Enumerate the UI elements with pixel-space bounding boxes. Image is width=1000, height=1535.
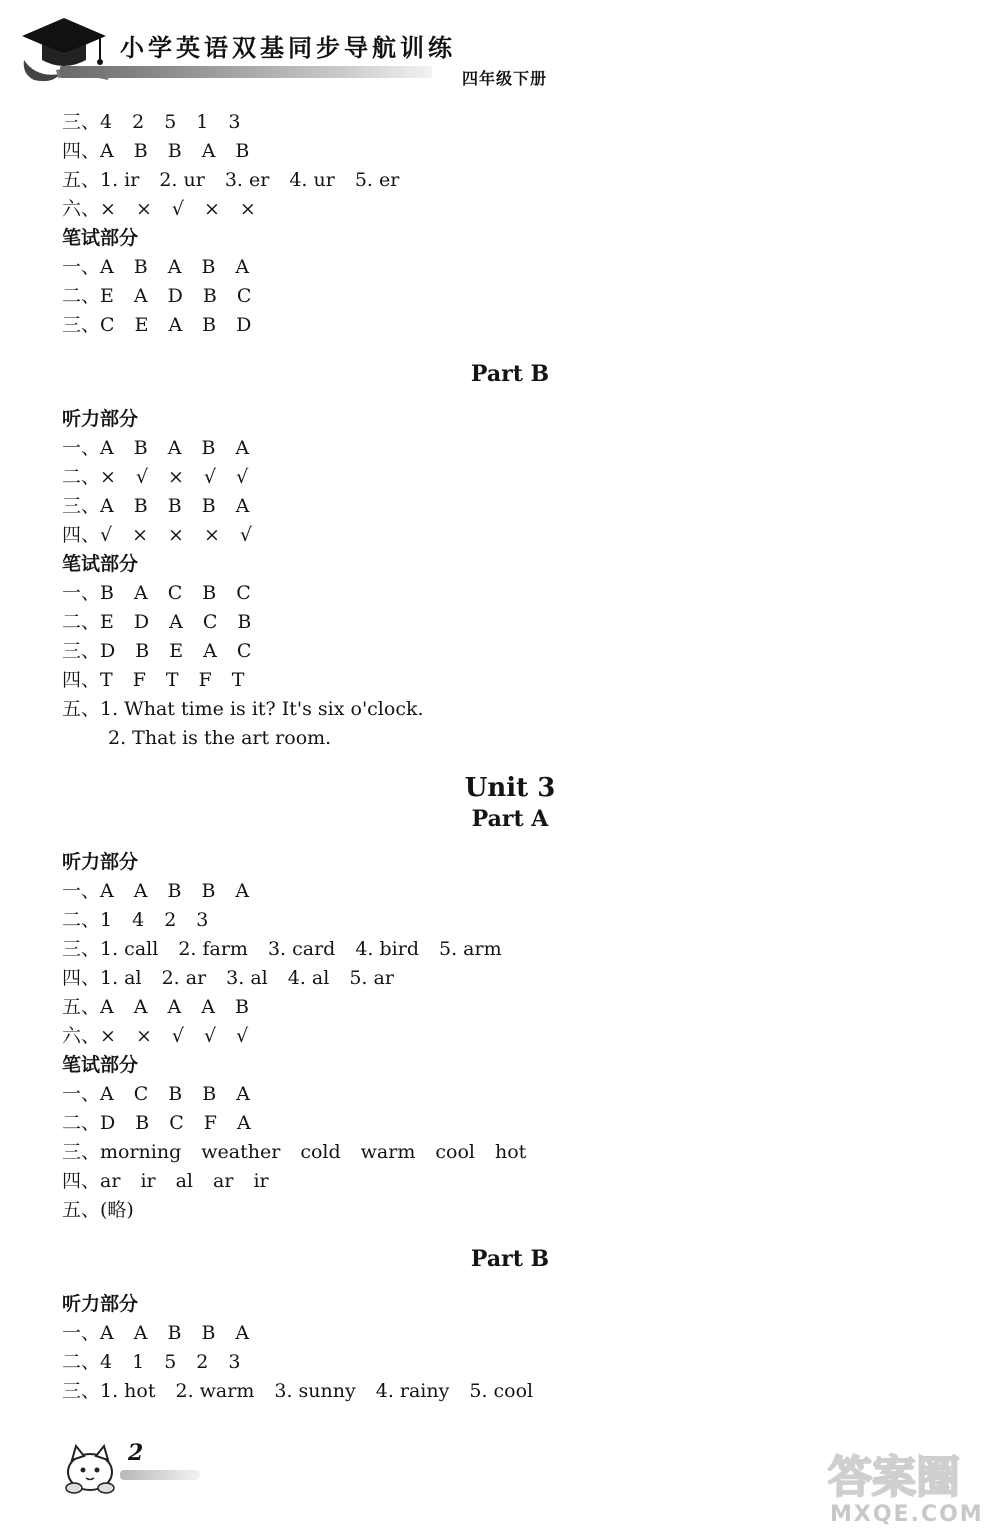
answer-item: A	[100, 437, 114, 459]
answer-item: 1	[196, 111, 209, 133]
question-number: 一、	[62, 437, 101, 459]
answer-item: E	[100, 611, 114, 633]
answer-item: 4. al	[287, 967, 330, 989]
answer-item: D	[100, 640, 116, 662]
answer-line	[62, 637, 942, 666]
answer-item: ×	[100, 198, 116, 220]
answer-item: weather	[201, 1141, 281, 1163]
part-heading: Part B	[470, 1246, 550, 1272]
answer-item: A	[235, 495, 250, 517]
question-number: 三、	[62, 640, 101, 662]
question-number: 四、	[62, 524, 101, 546]
answer-item: A	[100, 880, 114, 902]
answer-line	[62, 1022, 942, 1051]
answer-line	[62, 935, 942, 964]
answer-line	[62, 1348, 942, 1377]
question-number: 三、	[62, 314, 101, 336]
page-number: 2	[128, 1440, 144, 1466]
answer-item: A	[133, 582, 148, 604]
question-number: 二、	[62, 909, 101, 931]
answer-item: D	[133, 611, 150, 633]
answer-item: warm	[360, 1141, 416, 1163]
answer-line	[62, 1377, 942, 1406]
answer-line	[62, 877, 942, 906]
answer-item: √	[203, 1025, 217, 1047]
answer-item: 4	[132, 909, 145, 931]
section-category: 听力部分	[62, 851, 139, 873]
question-number: 五、	[62, 996, 101, 1018]
question-number: 一、	[62, 256, 101, 278]
answer-item: C	[236, 582, 251, 604]
answer-item: 2	[132, 111, 145, 133]
answer-item: 2. ar	[161, 967, 207, 989]
answer-item: T	[100, 669, 113, 691]
answer-line	[62, 1138, 942, 1167]
answer-item: C	[236, 640, 252, 662]
answer-line	[62, 108, 942, 137]
question-number: 三、	[62, 1380, 101, 1402]
section-category: 笔试部分	[62, 227, 139, 249]
question-number: 二、	[62, 285, 101, 307]
answer-item: D	[236, 314, 252, 336]
answer-item: 3. card	[267, 938, 336, 960]
answer-line	[62, 434, 942, 463]
answer-item: C	[202, 611, 218, 633]
answer-item: 2	[196, 1351, 209, 1373]
answer-item: A	[100, 256, 114, 278]
answer-item: B	[202, 314, 217, 336]
answer-item: ×	[203, 198, 220, 220]
answer-item: A	[167, 996, 182, 1018]
answer-item: ×	[135, 198, 152, 220]
question-number: 四、	[62, 967, 101, 989]
answer-item: 1	[100, 909, 113, 931]
answer-item: 2	[164, 909, 177, 931]
answer-item: ×	[135, 1025, 152, 1047]
answer-item: E	[100, 285, 114, 307]
answer-line	[62, 1196, 942, 1225]
answer-item: 5. cool	[469, 1380, 534, 1402]
answer-item: A	[236, 1112, 251, 1134]
answer-line	[62, 964, 942, 993]
answer-item: 3	[228, 1351, 241, 1373]
answer-item: ×	[100, 1025, 116, 1047]
answer-item: E	[134, 314, 149, 336]
answer-line	[62, 521, 942, 550]
question-number: 三、	[62, 495, 101, 517]
answer-item: 5. arm	[439, 938, 502, 960]
answer-item: 5	[164, 111, 177, 133]
answer-line	[62, 993, 942, 1022]
question-number: 三、	[62, 111, 101, 133]
answer-item: T	[165, 669, 179, 691]
section-category: 笔试部分	[62, 1054, 139, 1076]
answer-item: 1. What time is it? It's six o'clock.	[100, 698, 424, 720]
answer-item: B	[168, 1083, 183, 1105]
answer-item: 3. er	[224, 169, 270, 191]
answer-item: √	[171, 1025, 184, 1047]
answer-item: 1. call	[100, 938, 159, 960]
question-number: 二、	[62, 611, 101, 633]
answer-line	[62, 311, 942, 340]
answer-item: B	[133, 140, 148, 162]
answer-item: 4	[100, 1351, 113, 1373]
answer-line	[62, 195, 942, 224]
answer-item: 2. farm	[178, 938, 248, 960]
answer-line	[62, 1167, 942, 1196]
answer-item: ×	[203, 524, 220, 546]
answer-line	[62, 1319, 942, 1348]
question-number: 五、	[62, 1199, 101, 1221]
part-heading: Part A	[471, 806, 549, 832]
answer-item: C	[167, 582, 183, 604]
answer-item: C	[133, 1083, 149, 1105]
answer-item: D	[100, 1112, 116, 1134]
unit-heading: Unit 3	[464, 773, 556, 803]
answer-item: B	[133, 437, 148, 459]
answer-item: C	[236, 285, 252, 307]
question-number: 四、	[62, 140, 101, 162]
answer-item: C	[169, 1112, 184, 1134]
answer-item: B	[167, 140, 182, 162]
answer-item: 5	[164, 1351, 177, 1373]
answer-item: 1	[132, 1351, 145, 1373]
answer-item: F	[132, 669, 146, 691]
cartoon-cat-icon	[56, 1440, 126, 1495]
answer-item: ar	[100, 1170, 121, 1192]
answer-item: ×	[168, 466, 184, 488]
question-number: 一、	[62, 880, 101, 902]
question-number: 五、	[62, 698, 101, 720]
question-number: 四、	[62, 669, 101, 691]
answer-line	[62, 695, 942, 724]
answer-item: 4. rainy	[375, 1380, 450, 1402]
answer-item: 4. bird	[355, 938, 419, 960]
answer-item: ×	[132, 524, 149, 546]
answer-item: A	[100, 1322, 114, 1344]
answer-item: B	[201, 495, 216, 517]
footer-band	[120, 1470, 200, 1480]
answer-item: B	[202, 1083, 217, 1105]
question-number: 四、	[62, 1170, 101, 1192]
answer-line	[62, 492, 942, 521]
answer-item: A	[236, 1083, 250, 1105]
answer-item: √	[236, 466, 249, 488]
question-number: 一、	[62, 1083, 101, 1105]
answer-item: 1. ir	[100, 169, 140, 191]
answer-item: √	[203, 466, 217, 488]
answer-item: √	[100, 524, 113, 546]
answer-item: 5. ar	[349, 967, 394, 989]
answer-item: F	[198, 669, 212, 691]
answer-line	[62, 724, 942, 753]
answer-item: B	[234, 996, 249, 1018]
answer-item: morning	[100, 1141, 182, 1163]
answer-item: hot	[494, 1141, 527, 1163]
answer-item: 3	[228, 111, 241, 133]
answer-item: A	[203, 640, 217, 662]
answer-line	[62, 253, 942, 282]
answer-item: cool	[435, 1141, 475, 1163]
answer-item: 5. er	[354, 169, 400, 191]
answer-item: A	[133, 996, 148, 1018]
answer-line	[62, 608, 942, 637]
answer-item: B	[133, 495, 148, 517]
answer-item: 1. hot	[100, 1380, 156, 1402]
answer-item: B	[167, 495, 182, 517]
answer-item: A	[201, 140, 216, 162]
answer-item: A	[168, 314, 183, 336]
answer-item: B	[201, 1322, 216, 1344]
answer-item: A	[235, 437, 250, 459]
answer-item: A	[133, 285, 148, 307]
question-number: 三、	[62, 938, 101, 960]
answer-item: B	[135, 1112, 150, 1134]
answer-item: C	[100, 314, 115, 336]
answer-item: A	[100, 996, 114, 1018]
answer-line	[62, 579, 942, 608]
answer-item: 3. sunny	[274, 1380, 356, 1402]
answer-line	[62, 137, 942, 166]
question-number: 一、	[62, 582, 101, 604]
answer-item: A	[133, 880, 148, 902]
answer-line	[62, 906, 942, 935]
answer-item: B	[202, 285, 217, 307]
question-number: 一、	[62, 1322, 101, 1344]
question-number: 五、	[62, 169, 101, 191]
answer-line	[62, 463, 942, 492]
answer-item: B	[237, 611, 252, 633]
answer-line	[62, 666, 942, 695]
answer-item: B	[201, 880, 216, 902]
answer-item: F	[203, 1112, 217, 1134]
question-number: 三、	[62, 1141, 101, 1163]
answer-item: A	[167, 437, 182, 459]
answer-item: B	[202, 582, 217, 604]
answer-item: A	[167, 256, 182, 278]
answer-item: 2. ur	[159, 169, 205, 191]
answer-line	[62, 1080, 942, 1109]
answer-item: B	[100, 582, 114, 604]
question-number: 六、	[62, 1025, 101, 1047]
answer-item: B	[167, 880, 182, 902]
answer-item: ir	[140, 1170, 156, 1192]
answer-item: 2. That is the art room.	[108, 727, 332, 749]
answer-item: ×	[239, 198, 256, 220]
series-title: 小学英语双基同步导航训练	[120, 34, 456, 62]
watermark-text: MXQE.COM	[830, 1502, 984, 1527]
section-category: 笔试部分	[62, 553, 139, 575]
answer-item: B	[167, 1322, 182, 1344]
answer-item: A	[100, 1083, 114, 1105]
answer-item: 3. al	[226, 967, 268, 989]
section-category: 听力部分	[62, 408, 139, 430]
answer-item: A	[133, 1322, 148, 1344]
question-number: 二、	[62, 466, 101, 488]
section-category: 听力部分	[62, 1293, 139, 1315]
answer-item: B	[235, 140, 250, 162]
answer-item: al	[175, 1170, 194, 1192]
answer-item: √	[239, 524, 252, 546]
answer-line	[62, 282, 942, 311]
answer-item: B	[133, 256, 148, 278]
answer-item: 4. ur	[289, 169, 335, 191]
answer-item: A	[100, 140, 114, 162]
answer-item: 3	[196, 909, 209, 931]
answer-item: ×	[168, 524, 184, 546]
question-number: 二、	[62, 1112, 101, 1134]
answer-item: B	[201, 256, 216, 278]
answer-item: A	[235, 256, 250, 278]
answer-item: B	[201, 437, 216, 459]
answer-item: T	[231, 669, 245, 691]
watermark-glyphs: 答案圈	[828, 1452, 960, 1503]
answer-item: 2. warm	[175, 1380, 255, 1402]
page-header	[0, 0, 1000, 110]
answer-item: ×	[100, 466, 116, 488]
grade-label: 四年级下册	[462, 69, 548, 88]
answer-item: A	[100, 495, 114, 517]
part-heading: Part B	[470, 361, 550, 387]
header-band	[60, 66, 432, 78]
answer-line	[62, 166, 942, 195]
answer-item: cold	[300, 1141, 341, 1163]
answer-item: ir	[253, 1170, 269, 1192]
answer-item: ar	[213, 1170, 234, 1192]
answer-item: D	[167, 285, 183, 307]
answer-item: A	[169, 611, 183, 633]
answer-item: 1. al	[100, 967, 142, 989]
answer-item: A	[235, 1322, 250, 1344]
answer-item: (略)	[100, 1199, 134, 1221]
answer-content	[62, 108, 942, 1406]
answer-item: √	[135, 466, 149, 488]
answer-item: √	[171, 198, 184, 220]
question-number: 六、	[62, 198, 101, 220]
answer-item: B	[135, 640, 150, 662]
answer-item: A	[235, 880, 250, 902]
answer-item: √	[236, 1025, 249, 1047]
answer-item: A	[201, 996, 215, 1018]
answer-item: 4	[100, 111, 113, 133]
answer-line	[62, 1109, 942, 1138]
answer-item: E	[169, 640, 184, 662]
question-number: 二、	[62, 1351, 101, 1373]
